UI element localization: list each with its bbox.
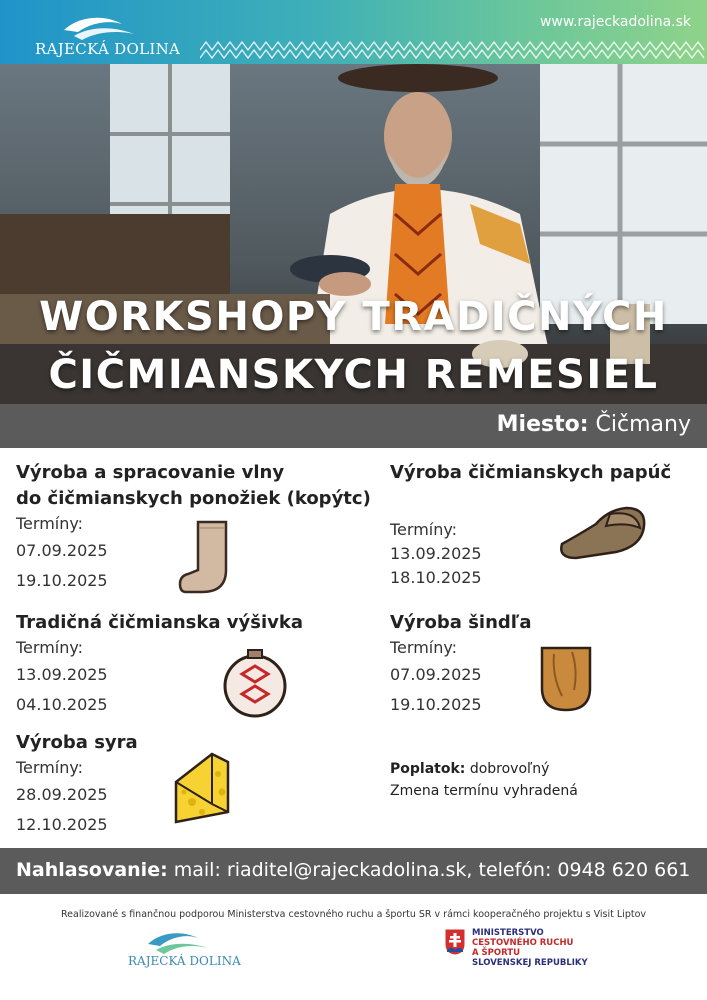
cheese-icon <box>172 752 232 824</box>
workshop-name: Výroba a spracovanie vlny <box>16 462 285 483</box>
right-window <box>540 64 707 324</box>
location-bar <box>0 404 707 448</box>
ministry-line-3: A ŠPORTU <box>472 948 520 958</box>
shingle-icon <box>538 646 594 712</box>
terms-label: Termíny: <box>390 638 458 657</box>
workshop-date: 07.09.2025 <box>390 665 482 684</box>
workshop-date: 12.10.2025 <box>16 815 108 834</box>
terms-label: Termíny: <box>16 638 84 657</box>
fee-info <box>390 758 578 802</box>
footer-logo-text: RAJECKÁ DOLINA <box>128 954 241 968</box>
workshop-date: 13.09.2025 <box>390 544 482 563</box>
workshop-date: 07.09.2025 <box>16 541 108 560</box>
registration <box>16 859 690 881</box>
embroidery-hoop-icon <box>218 648 292 718</box>
fee-label: Poplatok: <box>390 761 466 777</box>
website-url[interactable]: www.rajeckadolina.sk <box>539 14 691 30</box>
ministry-line-1: MINISTERSTVO <box>472 928 544 938</box>
ministry-logo <box>444 928 588 968</box>
support-text: Realizované s finančnou podporou Ministerstva cestovného ruchu a športu SR v rámci kooperačného projektu s Visit Liptov <box>60 909 647 920</box>
ministry-name <box>472 928 588 968</box>
location-value: Čičmany <box>595 412 691 437</box>
slipper-icon <box>556 500 648 564</box>
location <box>497 412 691 437</box>
title-line-2: ČIČMIANSKYCH REMESIEL <box>48 352 659 398</box>
ministry-line-4: SLOVENSKEJ REPUBLIKY <box>472 958 588 968</box>
registration-label: Nahlasovanie: <box>16 859 168 881</box>
workshop-cheese <box>16 730 138 840</box>
registration-bar <box>0 848 707 894</box>
workshop-date: 19.10.2025 <box>16 571 108 590</box>
workshop-name-cont: do čičmianskych ponožiek (kopýtc) <box>16 488 371 509</box>
location-label: Miesto: <box>496 412 589 437</box>
slovak-coat-of-arms-icon <box>444 928 466 956</box>
workshop-name: Výroba šindľa <box>390 612 532 633</box>
fee-value: dobrovoľný <box>469 761 550 777</box>
workshop-date: 19.10.2025 <box>390 695 482 714</box>
terms-label: Termíny: <box>390 520 458 539</box>
workshop-date: 04.10.2025 <box>16 695 108 714</box>
registration-contact[interactable]: mail: riaditel@rajeckadolina.sk, telefón: 0948 620 661 <box>173 859 691 881</box>
folk-pattern-decoration <box>200 40 707 60</box>
terms-label: Termíny: <box>16 514 84 533</box>
workshop-name: Výroba syra <box>16 732 138 753</box>
sock-icon <box>178 520 234 596</box>
header-band <box>0 0 707 64</box>
workshop-name: Tradičná čičmianska výšivka <box>16 612 303 633</box>
workshop-name: Výroba čičmianskych papúč <box>390 462 672 483</box>
workshop-date: 28.09.2025 <box>16 785 108 804</box>
craftsman-photo <box>0 64 707 404</box>
fee-note: Zmena termínu vyhradená <box>390 783 578 799</box>
hat <box>338 64 498 92</box>
header-logo-text: RAJECKÁ DOLINA <box>35 40 181 58</box>
terms-label: Termíny: <box>16 758 84 777</box>
workshop-date: 13.09.2025 <box>16 665 108 684</box>
ministry-line-2: CESTOVNÉHO RUCHU <box>472 938 574 948</box>
workshop-shingle <box>390 610 532 720</box>
title-line-1: WORKSHOPY TRADIČNÝCH <box>39 294 668 340</box>
workshop-date: 18.10.2025 <box>390 568 482 587</box>
